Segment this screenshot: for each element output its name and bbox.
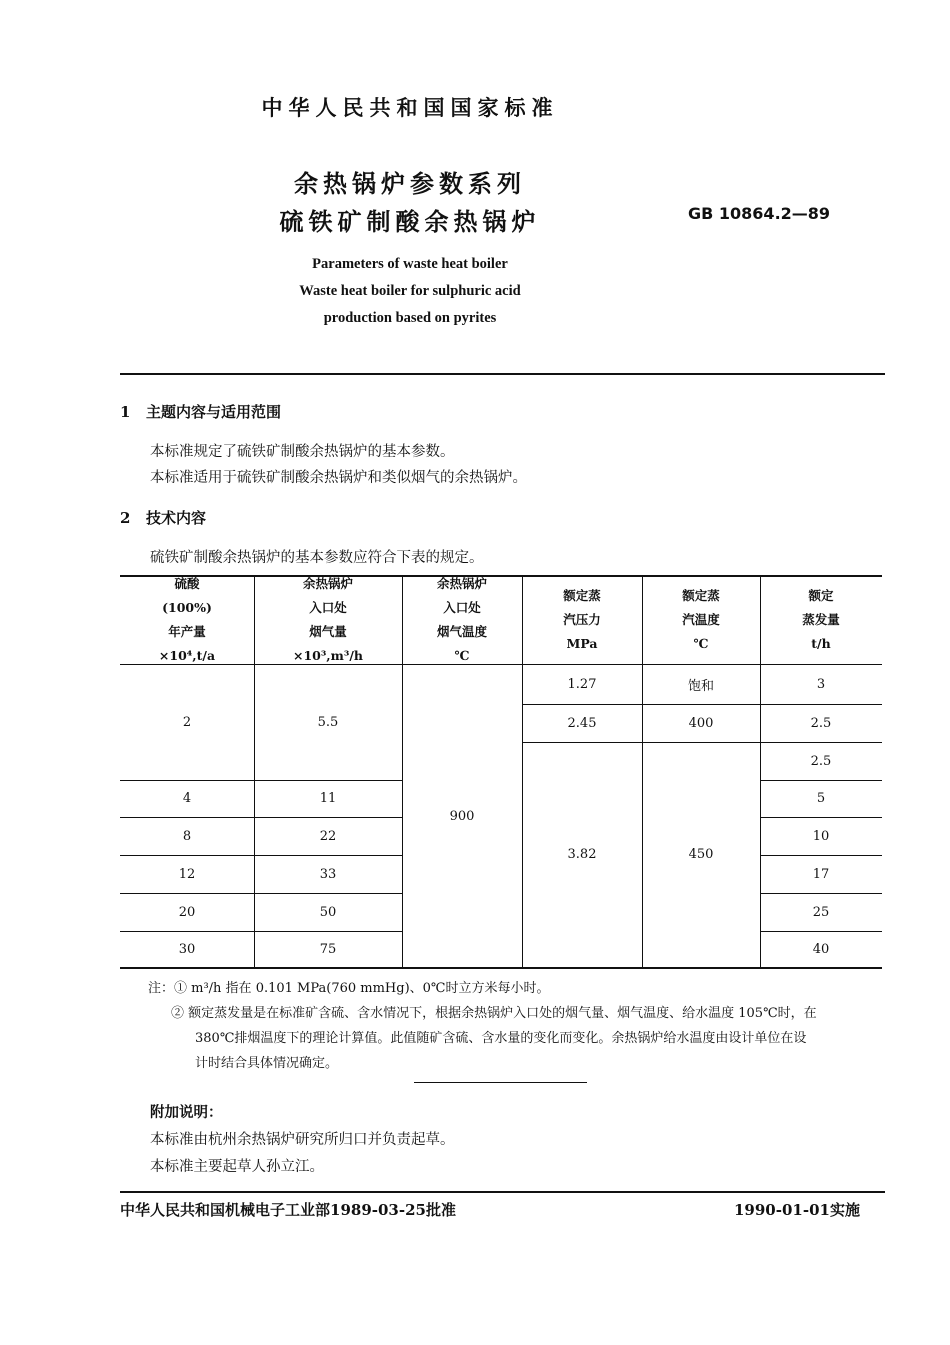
table-cell: 50: [319, 904, 337, 920]
table-cell: 2.5: [810, 753, 832, 769]
table-cell: 20: [178, 904, 196, 920]
section-title: 主题内容与适用范围: [146, 403, 282, 421]
english-title-line: Waste heat boiler for sulphuric acid: [299, 283, 521, 299]
table-cell: 10: [812, 828, 830, 844]
table-cell: 3: [816, 677, 826, 692]
section-number: 2: [120, 509, 131, 527]
table-cell: 11: [319, 791, 337, 806]
section-title: 技术内容: [146, 509, 207, 527]
table-bottom-rule: [120, 967, 882, 969]
table-cell: 22: [319, 828, 337, 844]
header-flue-gas-volume: 余热锅炉 入口处 烟气量 ×10³,m³/h: [292, 576, 364, 663]
table-cell: 12: [178, 866, 196, 882]
table-cell: 400: [688, 715, 714, 731]
supplement-heading: 附加说明：: [150, 1104, 223, 1121]
english-title-line: Parameters of waste heat boiler: [312, 256, 508, 272]
paragraph: 本标准规定了硫铁矿制酸余热锅炉的基本参数。: [150, 444, 455, 460]
table-cell: 25: [812, 904, 830, 920]
table-cell: 40: [812, 941, 830, 957]
table-cell: 33: [319, 866, 337, 882]
paragraph: 硫铁矿制酸余热锅炉的基本参数应符合下表的规定。: [150, 550, 484, 566]
paragraph: 本标准适用于硫铁矿制酸余热锅炉和类似烟气的余热锅炉。: [150, 470, 527, 486]
table-cell: 450: [688, 847, 714, 862]
table-cell: 5.5: [317, 715, 339, 730]
series-title: 余热锅炉参数系列: [294, 169, 526, 198]
table-note: 380℃排烟温度下的理论计算值。此值随矿含硫、含水量的变化而变化。余热锅炉给水温度由设计单位在设: [195, 1031, 807, 1046]
approval-statement: 中华人民共和国机械电子工业部1989-03-25批准: [120, 1201, 456, 1219]
section-number: 1: [120, 403, 131, 421]
section-heading: [120, 507, 206, 528]
header-rated-steam-pressure: 额定蒸 汽压力 MPa: [563, 588, 601, 651]
section-heading: [120, 401, 281, 422]
header-rated-evaporation: 额定 蒸发量 t/h: [802, 588, 840, 651]
table-note: 注：① m³/h 指在 0.101 MPa(760 mmHg)、0℃时立方米每小时。: [148, 981, 550, 996]
footer-rule: [120, 1191, 885, 1193]
table-cell: 8: [182, 828, 192, 844]
document-title: 硫铁矿制酸余热锅炉: [279, 207, 541, 236]
national-standard-title: 中华人民共和国国家标准: [261, 95, 559, 120]
english-title-line: production based on pyrites: [323, 310, 497, 326]
parameter-table: [120, 575, 882, 969]
table-cell: 1.27: [567, 677, 597, 692]
implementation-date: 1990-01-01实施: [734, 1201, 860, 1219]
table-cell: 2: [182, 715, 192, 730]
table-cell: 900: [449, 808, 475, 824]
standard-number: GB 10864.2—89: [688, 204, 831, 223]
table-cell: 30: [178, 941, 196, 957]
header-flue-gas-temperature: 余热锅炉 入口处 烟气温度 ℃: [436, 576, 487, 663]
table-note: ② 额定蒸发量是在标准矿含硫、含水情况下，根据余热锅炉入口处的烟气量、烟气温度、给水温度 105℃时，在: [171, 1006, 817, 1021]
end-rule: [414, 1082, 587, 1083]
table-note: 计时结合具体情况确定。: [195, 1056, 339, 1071]
supplement-line: 本标准由杭州余热锅炉研究所归口并负责起草。: [150, 1132, 455, 1148]
header-sulfuric-acid-output: 硫酸 (100%) 年产量 ×10⁴,t/a: [158, 576, 216, 663]
table-cell: 饱和: [687, 679, 714, 694]
table-cell: 5: [816, 791, 826, 806]
header-rated-steam-temperature: 额定蒸 汽温度 ℃: [682, 588, 720, 651]
table-cell: 4: [182, 791, 192, 806]
table-cell: 3.82: [567, 847, 597, 862]
top-rule: [120, 373, 885, 375]
table-cell: 2.45: [567, 715, 597, 731]
table-cell: 75: [319, 941, 337, 957]
supplement-line: 本标准主要起草人孙立江。: [150, 1159, 324, 1175]
table-cell: 2.5: [810, 715, 832, 731]
table-cell: 17: [812, 866, 830, 882]
